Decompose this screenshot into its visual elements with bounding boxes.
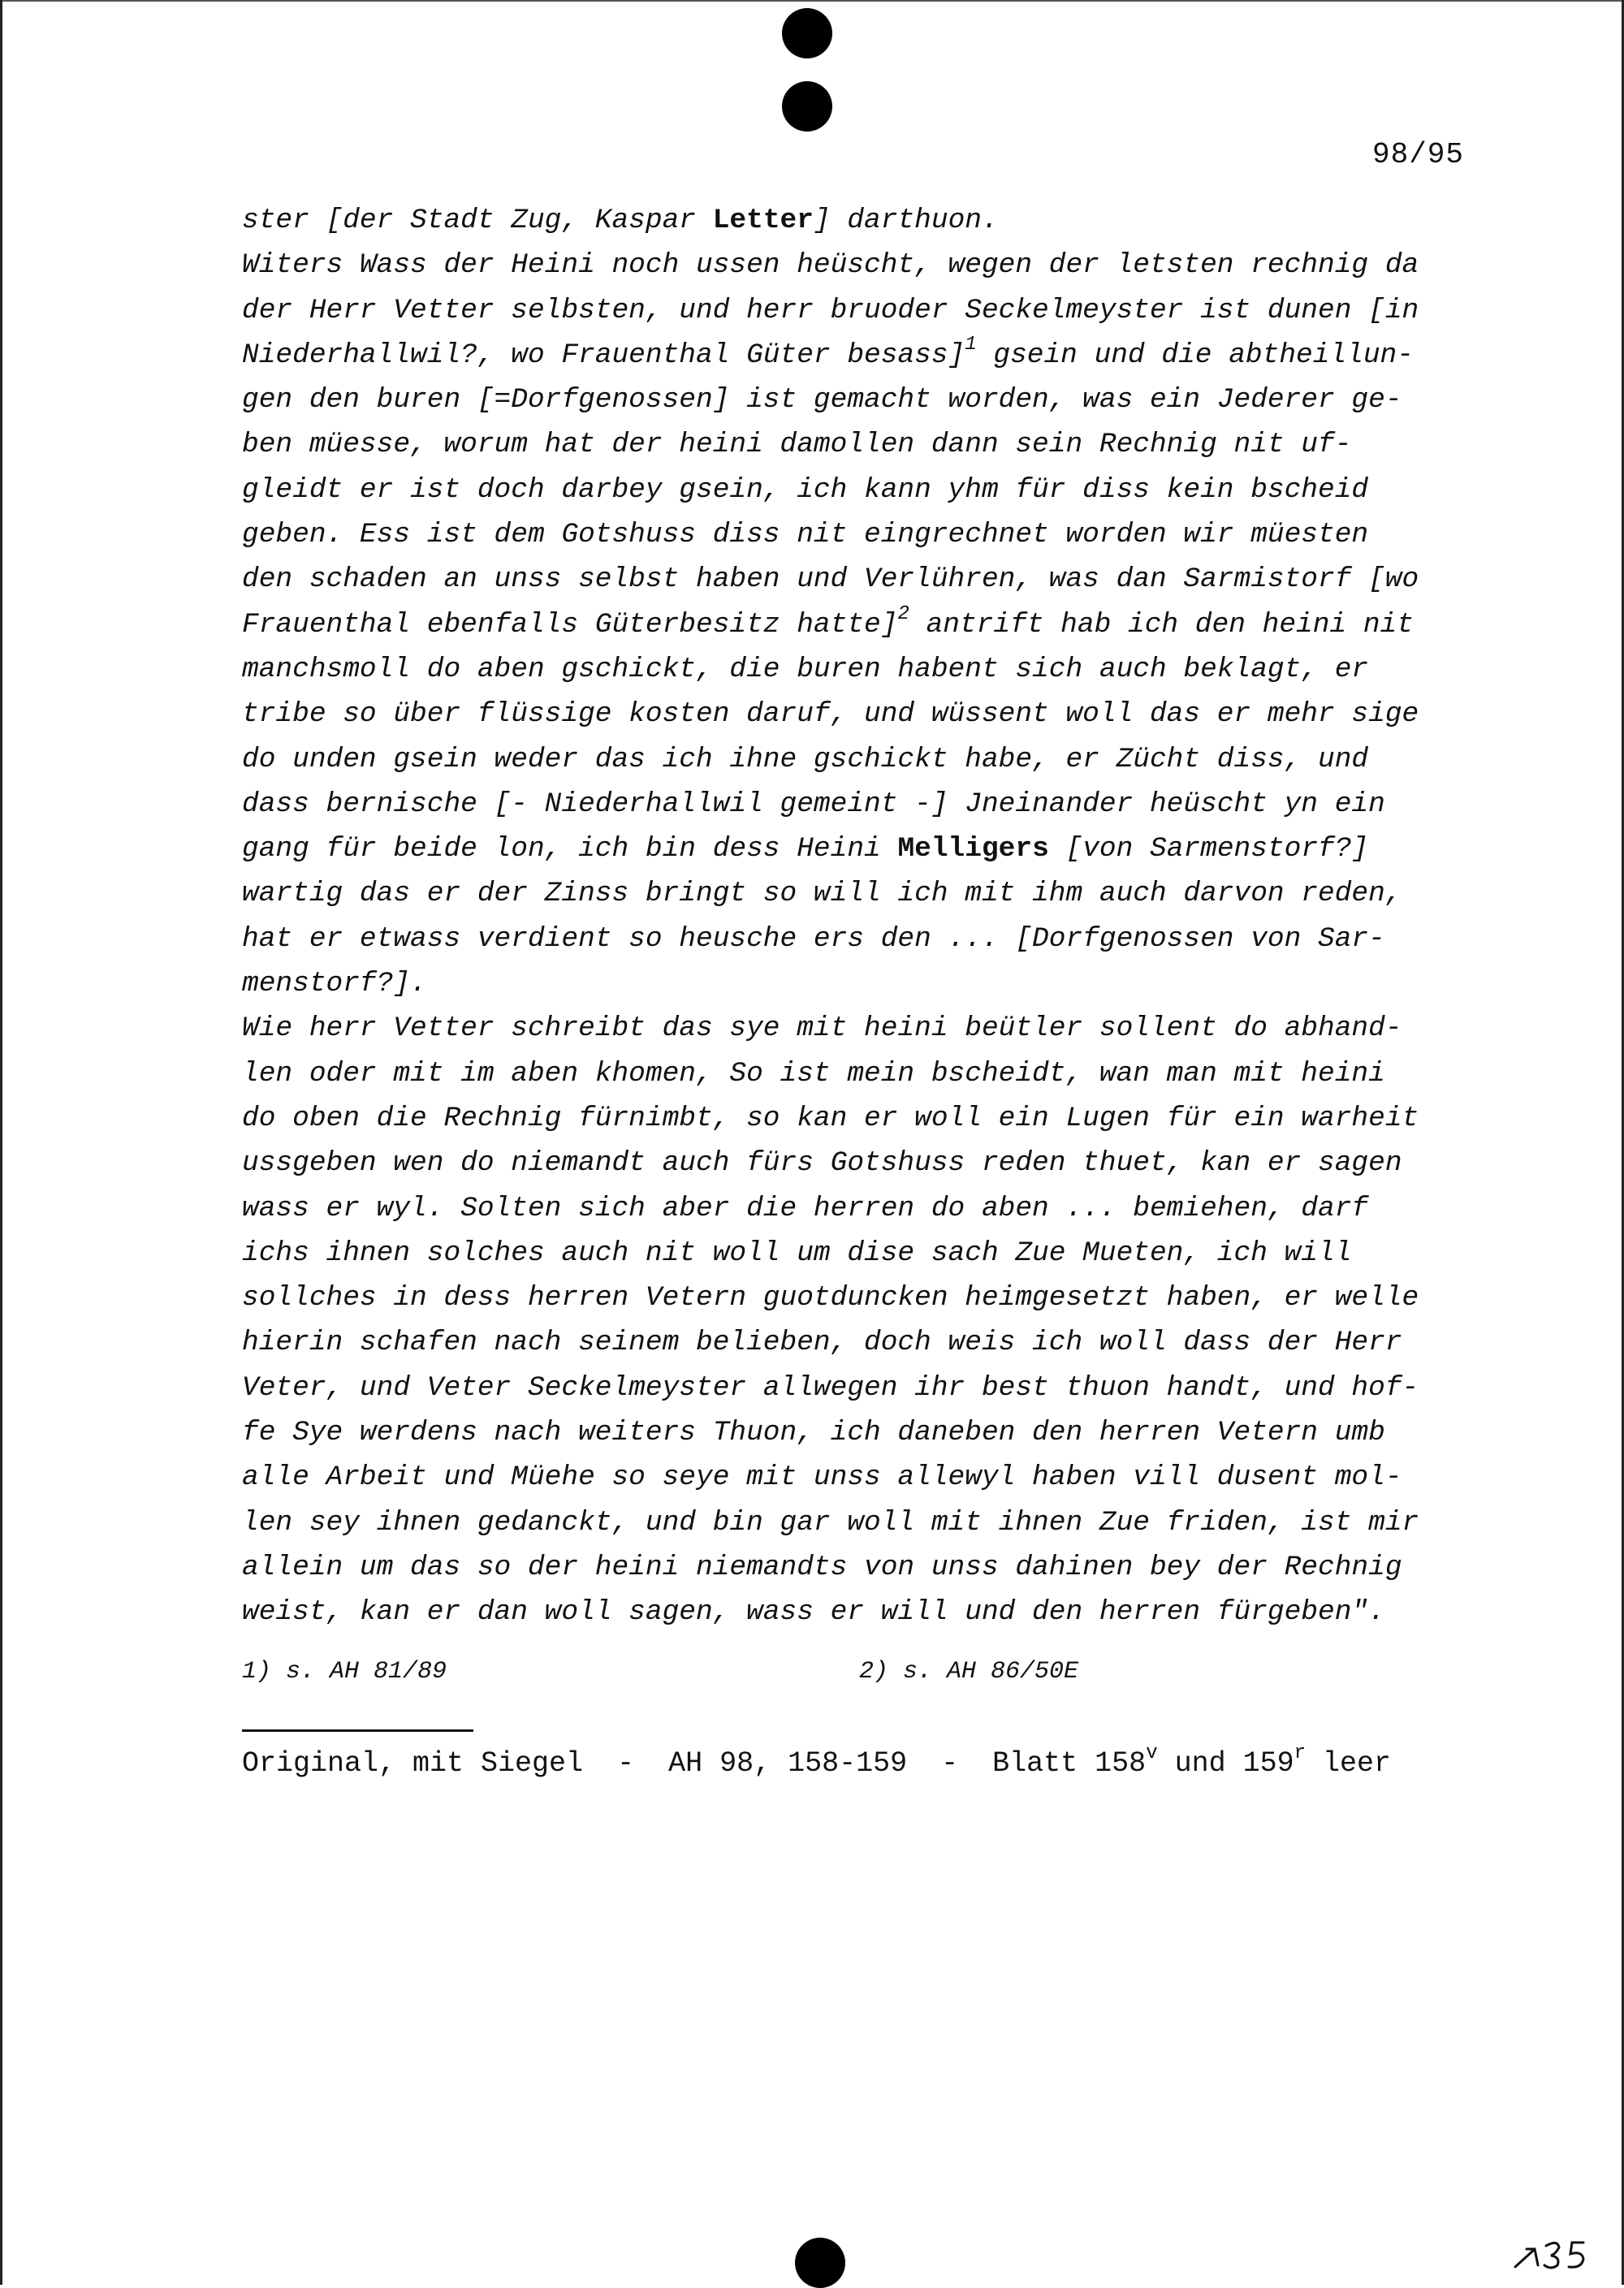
text-segment: hierin schafen nach seinem belieben, doch weis ich woll dass der Herr — [242, 1327, 1402, 1359]
text-line — [242, 512, 1492, 557]
text-line — [242, 647, 1492, 692]
text-line — [242, 1500, 1492, 1545]
text-line — [242, 1590, 1492, 1634]
text-segment: gen den buren [=Dorfgenossen] ist gemacht worden, was ein Jederer ge- — [242, 384, 1402, 417]
text-segment: len oder mit im aben khomen, So ist mein bscheidt, wan man mit heini — [242, 1057, 1385, 1090]
text-segment: do oben die Rechnig fürnimbt, so kan er woll ein Lugen für ein warheit — [242, 1102, 1419, 1134]
text-segment: sollches in dess herren Vetern guotduncken heimgesetzt haben, er welle — [242, 1282, 1419, 1315]
text-segment: ] darthuon. — [813, 205, 999, 236]
source-text-2: und 159 — [1157, 1747, 1294, 1780]
page-number: 98/95 — [1372, 138, 1465, 171]
text-line — [242, 1410, 1492, 1455]
text-segment: ben müesse, worum hat der heini damollen dann sein Rechnig nit uf- — [242, 429, 1352, 461]
text-segment: wartig das er der Zinss bringt so will ich mit ihm auch darvon reden, — [242, 878, 1402, 910]
text-segment: tribe so über flüssige kosten daruf, und wüssent woll das er mehr sige — [242, 698, 1419, 731]
text-segment: [von Sarmenstorf?] — [1048, 833, 1369, 866]
transcription-body — [242, 198, 1492, 1635]
text-segment: Frauenthal ebenfalls Güterbesitz hatte] — [242, 608, 898, 641]
text-segment: manchsmoll do aben gschickt, die buren habent sich auch beklagt, er — [242, 653, 1369, 685]
text-line — [242, 1366, 1492, 1410]
text-line — [242, 468, 1492, 512]
text-line — [242, 1141, 1492, 1185]
text-line — [242, 827, 1492, 871]
text-line — [242, 1051, 1492, 1096]
footnote-2: 2) s. AH 86/50E — [859, 1658, 1079, 1686]
text-segment: hat er etwass verdient so heusche ers den ... [Dorfgenossen von Sar- — [242, 922, 1385, 955]
handwritten-folio-number — [1510, 2225, 1600, 2273]
footnotes — [242, 1658, 1492, 1699]
source-text-1: Original, mit Siegel - AH 98, 158-159 - Blatt 158 — [242, 1747, 1147, 1780]
text-line — [242, 1231, 1492, 1276]
text-line — [242, 602, 1492, 647]
bold-name: Letter — [712, 205, 814, 236]
text-segment: Veter, und Veter Seckelmeyster allwegen ihr best thuon handt, und hof- — [242, 1371, 1419, 1404]
text-line — [242, 961, 1492, 1006]
text-line — [242, 1545, 1492, 1590]
text-line — [242, 198, 1492, 243]
text-line — [242, 422, 1492, 467]
source-note — [242, 1742, 1392, 1780]
text-segment: antrift hab ich den heini nit — [909, 608, 1414, 641]
text-segment: ster [der Stadt Zug, Kaspar — [242, 205, 713, 236]
text-segment: len sey ihnen gedanckt, und bin gar woll mit ihnen Zue friden, ist mir — [242, 1506, 1419, 1539]
separator-rule — [242, 1729, 473, 1732]
text-segment: gleidt er ist doch darbey gsein, ich kann yhm für diss kein bscheid — [242, 473, 1369, 506]
text-line — [242, 871, 1492, 916]
text-segment: do unden gsein weder das ich ihne gschickt habe, er Zücht diss, und — [242, 743, 1369, 775]
text-segment: gang für beide lon, ich bin dess Heini — [242, 833, 898, 866]
text-segment: Wie herr Vetter schreibt das sye mit heini beütler sollent do abhand- — [242, 1012, 1402, 1045]
text-segment: menstorf?]. — [242, 968, 427, 1000]
text-line — [242, 1096, 1492, 1141]
text-line — [242, 692, 1492, 736]
text-line — [242, 557, 1492, 602]
text-line — [242, 378, 1492, 422]
text-segment: alle Arbeit und Müehe so seye mit unss allewyl haben vill dusent mol- — [242, 1461, 1402, 1494]
bold-name: Melligers — [897, 833, 1049, 866]
text-segment: gsein und die abtheillun- — [976, 339, 1414, 371]
text-segment: den schaden an unss selbst haben und Verlühren, was dan Sarmistorf [wo — [242, 563, 1419, 596]
text-line — [242, 288, 1492, 333]
text-line — [242, 1006, 1492, 1051]
text-segment: geben. Ess ist dem Gotshuss diss nit eingrechnet worden wir müesten — [242, 519, 1369, 551]
text-line — [242, 243, 1492, 287]
text-line — [242, 1455, 1492, 1500]
text-segment: weist, kan er dan woll sagen, wass er will und den herren fürgeben". — [242, 1596, 1385, 1629]
text-line — [242, 1186, 1492, 1231]
text-segment: Witers Wass der Heini noch ussen heüscht, wegen der letsten rechnig da — [242, 249, 1419, 282]
text-segment: ichs ihnen solches auch nit woll um dise sach Zue Mueten, ich will — [242, 1237, 1352, 1269]
page-edge-left — [0, 0, 2, 2285]
footnote-ref: 2 — [897, 602, 909, 625]
text-line — [242, 333, 1492, 378]
text-segment: wass er wyl. Solten sich aber die herren do aben ... bemiehen, darf — [242, 1192, 1369, 1224]
text-segment: der Herr Vetter selbsten, und herr bruoder Seckelmeyster ist dunen [in — [242, 294, 1419, 326]
text-segment: allein um das so der heini niemandts von unss dahinen bey der Rechnig — [242, 1551, 1402, 1583]
punch-hole-top-2 — [782, 81, 832, 132]
text-line — [242, 1320, 1492, 1365]
text-line — [242, 917, 1492, 961]
page-edge-top — [0, 0, 1624, 2]
text-segment: fe Sye werdens nach weiters Thuon, ich daneben den herren Vetern umb — [242, 1417, 1385, 1449]
punch-hole-top-1 — [782, 8, 832, 58]
punch-hole-bottom — [795, 2238, 845, 2288]
text-segment: dass bernische [- Niederhallwil gemeint -] Jneinander heüscht yn ein — [242, 788, 1385, 820]
text-segment: Niederhallwil?, wo Frauenthal Güter besass] — [242, 339, 965, 371]
source-sup-verso: v — [1146, 1742, 1158, 1764]
footnote-1: 1) s. AH 81/89 — [242, 1658, 447, 1686]
source-text-3: leer — [1306, 1747, 1392, 1780]
footnote-ref: 1 — [965, 333, 977, 356]
text-segment: ussgeben wen do niemandt auch fürs Gotshuss reden thuet, kan er sagen — [242, 1147, 1402, 1180]
text-line — [242, 737, 1492, 782]
text-line — [242, 782, 1492, 827]
source-sup-recto: r — [1294, 1742, 1307, 1764]
text-line — [242, 1276, 1492, 1320]
